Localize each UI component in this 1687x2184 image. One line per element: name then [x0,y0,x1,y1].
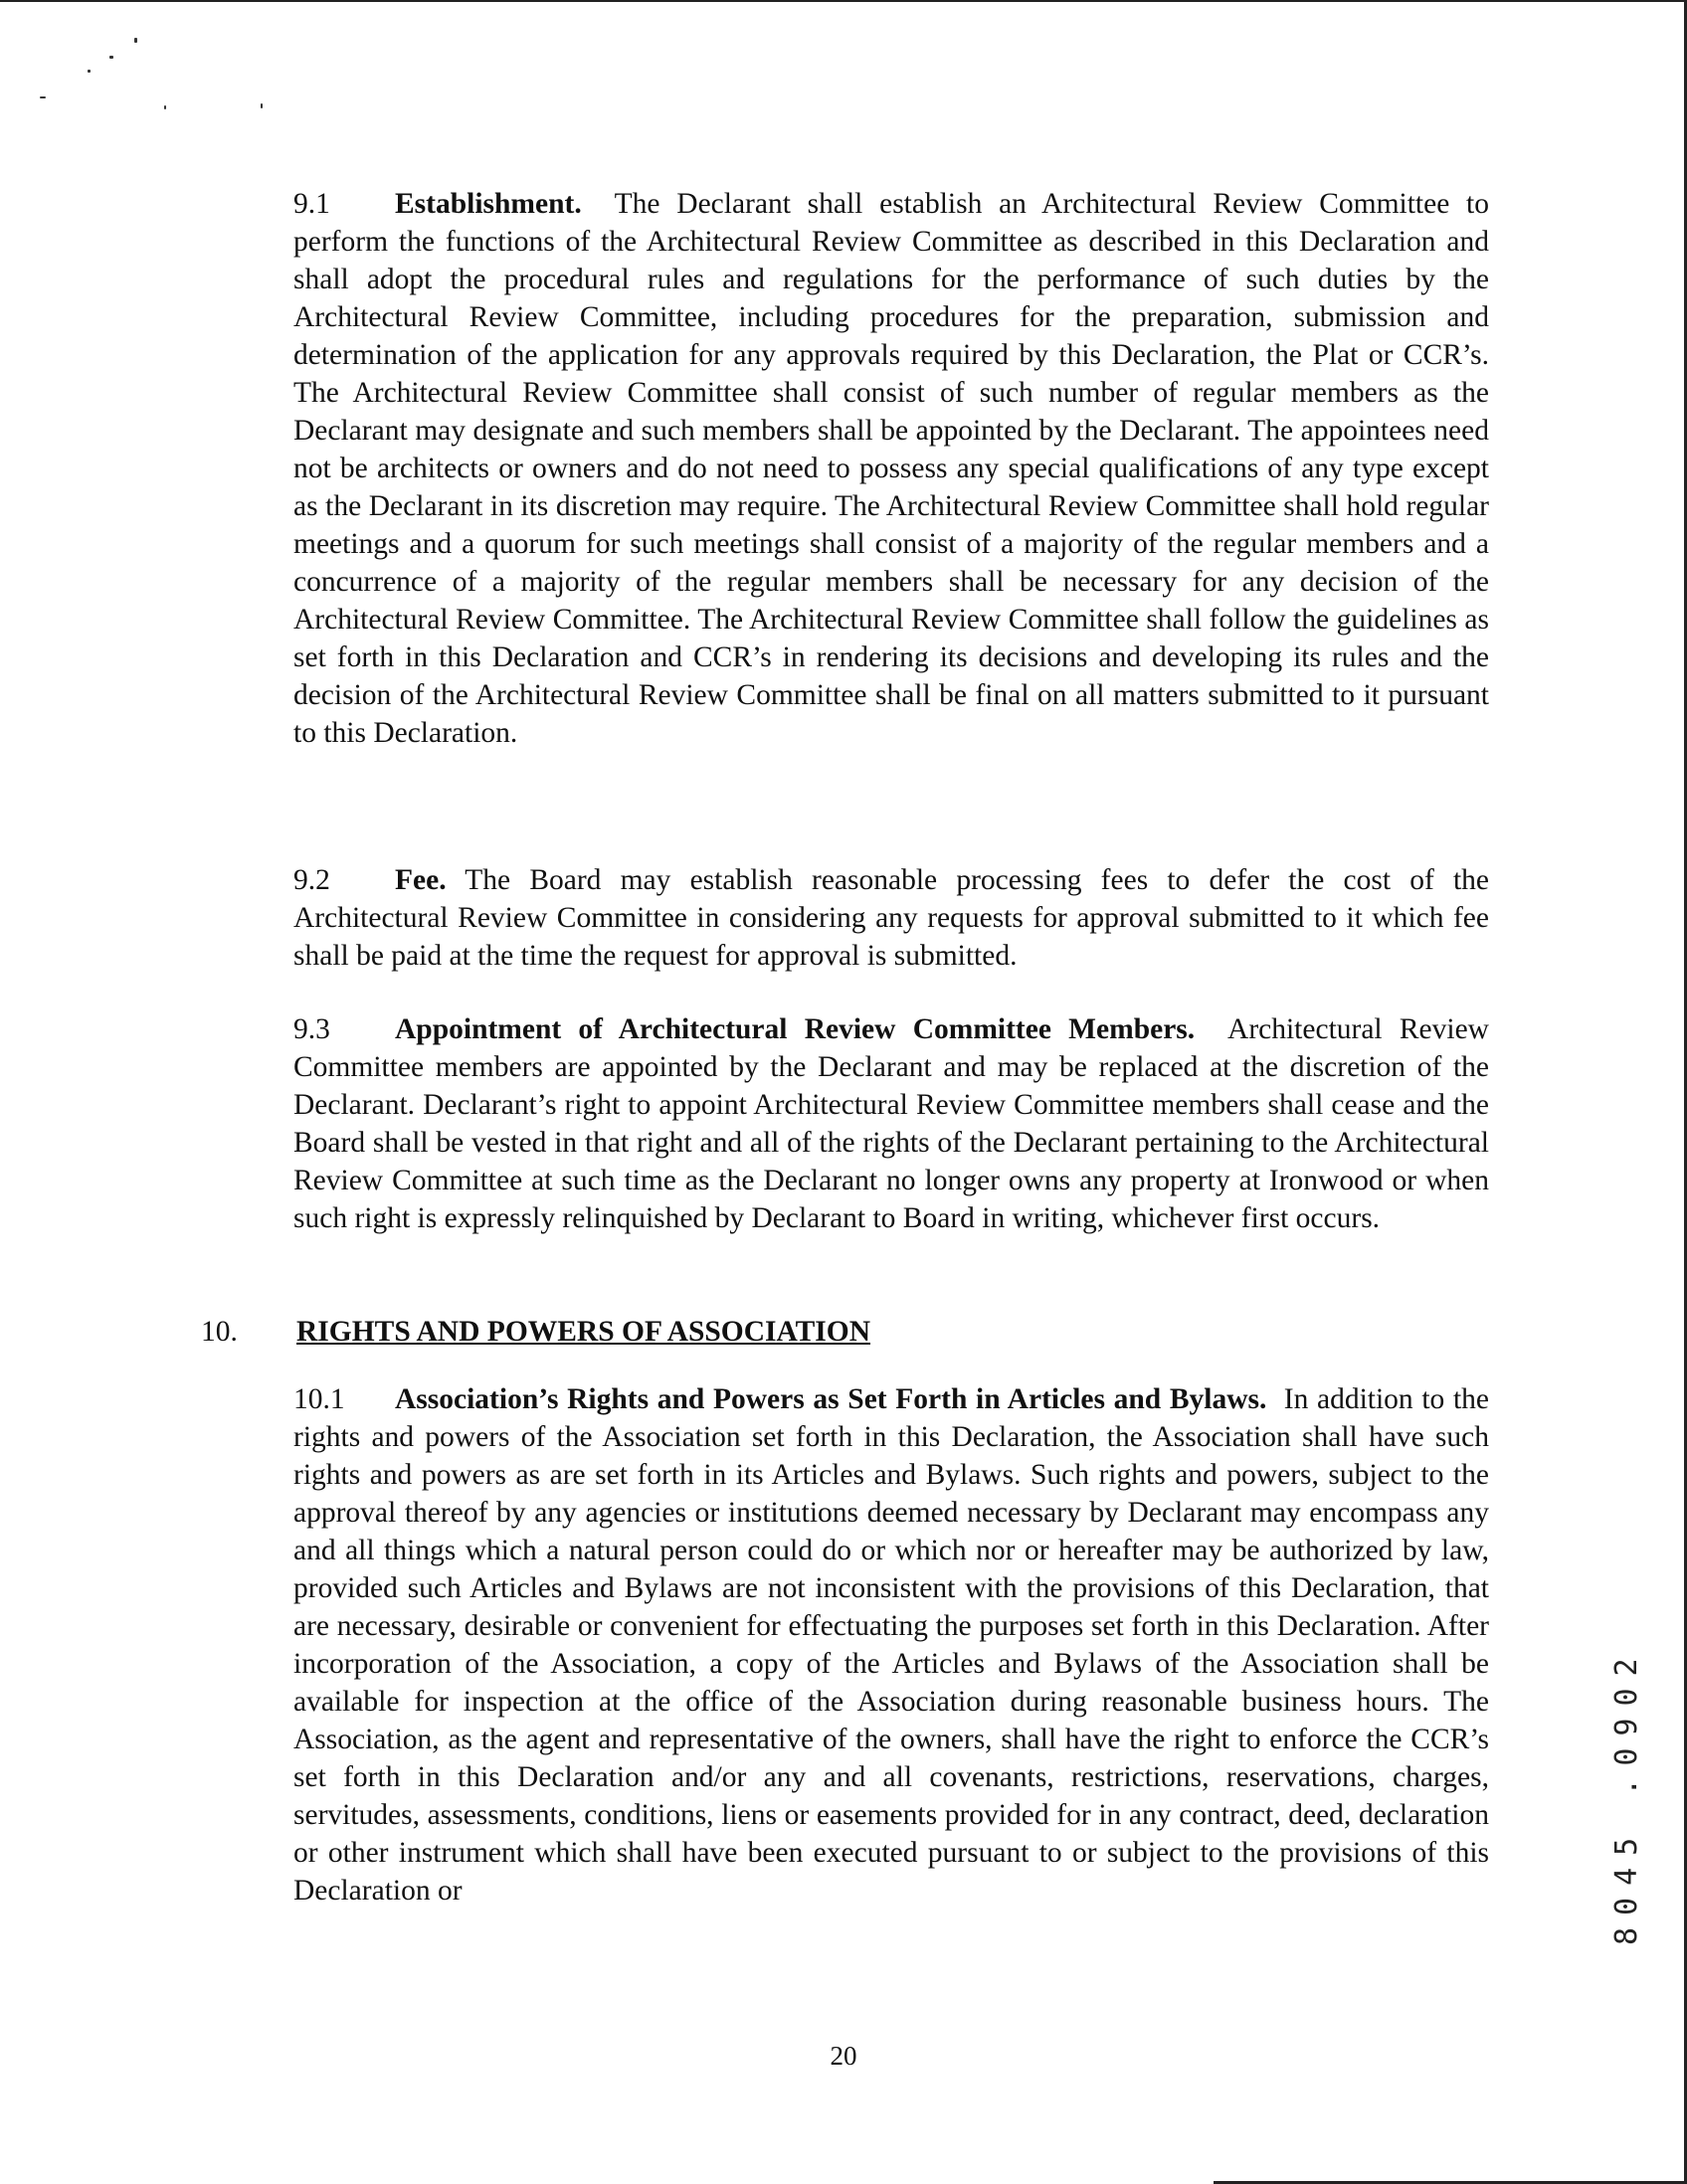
heading-title: RIGHTS AND POWERS OF ASSOCIATION [296,1316,871,1348]
scan-speck [134,38,137,43]
section-body: In addition to the rights and powers of the Association set forth in this Declaration, the Association shall have such rights and powers as are set forth in its Articles and Bylaws. Such rights and powers, subject to the approval thereof by any agencies or institutions deemed necessary by Declarant may encompass any and all things which a natural person could do or which nor or hereafter may be authorized by law, provided such Articles and Bylaws are not inconsistent with the provisions of this Declaration, that are necessary, desirable or convenient for effectuating the purposes set forth in this Declaration. After incorporation of the Association, a copy of the Articles and Bylaws of the Association shall be available for inspection at the office of the Association during reasonable business hours. The Association, as the agent and representative of the owners, shall have the right to enforce the CCR’s set forth in this Declaration and/or any and all covenants, restrictions, reservations, charges, servitudes, assessments, conditions, liens or easements provided for in any contract, deed, declaration or other instrument which shall have been executed pursuant to or subject to the provisions of this Declaration or [293,1383,1490,1907]
scan-speck [164,105,166,109]
section-number: 10.1 [293,1383,345,1415]
section-body: The Board may establish reasonable processing fees to defer the cost of the Architectural Review Committee in considering any requests for approval submitted to it which fee shall be paid at the time the request for approval is submitted. [293,864,1490,972]
section-number: 9.1 [293,188,330,220]
scan-speck [88,70,91,73]
scan-speck [261,103,263,108]
section-10-1 [293,1380,1489,1910]
section-9-3 [293,1010,1489,1237]
section-body: Architectural Review Committee members are appointed by the Declarant and may be replaced at the discretion of the Declarant. Declarant’s right to appoint Architectural Review Committee members shall cease and the Board shall be vested in that right and all of the rights of the Declarant pertaining to the Architectural Review Committee at such time as the Declarant no longer owns any property at Ironwood or when such right is expressly relinquished by Declarant to Board in writing, whichever first occurs. [293,1013,1489,1234]
section-title: Fee. [395,864,447,896]
page-number: 20 [830,2041,857,2071]
heading-number: 10. [201,1316,238,1348]
section-number: 9.2 [293,864,330,896]
section-title: Establishment. [395,188,582,220]
scan-speck [40,96,46,98]
section-9-1 [293,185,1489,752]
section-title: Appointment of Architectural Review Committee Members. [395,1013,1196,1045]
scan-speck [109,56,113,59]
section-title: Association’s Rights and Powers as Set Forth in Articles and Bylaws. [395,1383,1267,1415]
section-10-heading [201,1313,870,1351]
bates-stamp-text: 8045 .0902 [1609,1646,1644,1945]
bates-stamp [1609,1551,1649,1949]
section-number: 9.3 [293,1013,330,1045]
section-body: The Declarant shall establish an Architectural Review Committee to perform the functions of the Architectural Review Committee as described in this Declaration and shall adopt the procedural rules and regulations for the performance of such duties by the Architectural Review Committee, including procedures for the preparation, submission and determination of the application for any approvals required by this Declaration, the Plat or CCR’s. The Architectural Review Committee shall consist of such number of regular members as the Declarant may designate and such members shall be appointed by the Declarant. The appointees need not be architects or owners and do not need to possess any special qualifications of any type except as the Declarant in its discretion may require. The Architectural Review Committee shall hold regular meetings and a quorum for such meetings shall consist of a majority of the regular members and a concurrence of a majority of the regular members shall be necessary for any decision of the Architectural Review Committee. The Architectural Review Committee shall follow the guidelines as set forth in this Declaration and CCR’s in rendering its decisions and developing its rules and the decision of the Architectural Review Committee shall be final on all matters submitted to it pursuant to this Declaration. [293,188,1490,749]
section-9-2 [293,861,1489,975]
scan-border-top [0,0,1687,2]
